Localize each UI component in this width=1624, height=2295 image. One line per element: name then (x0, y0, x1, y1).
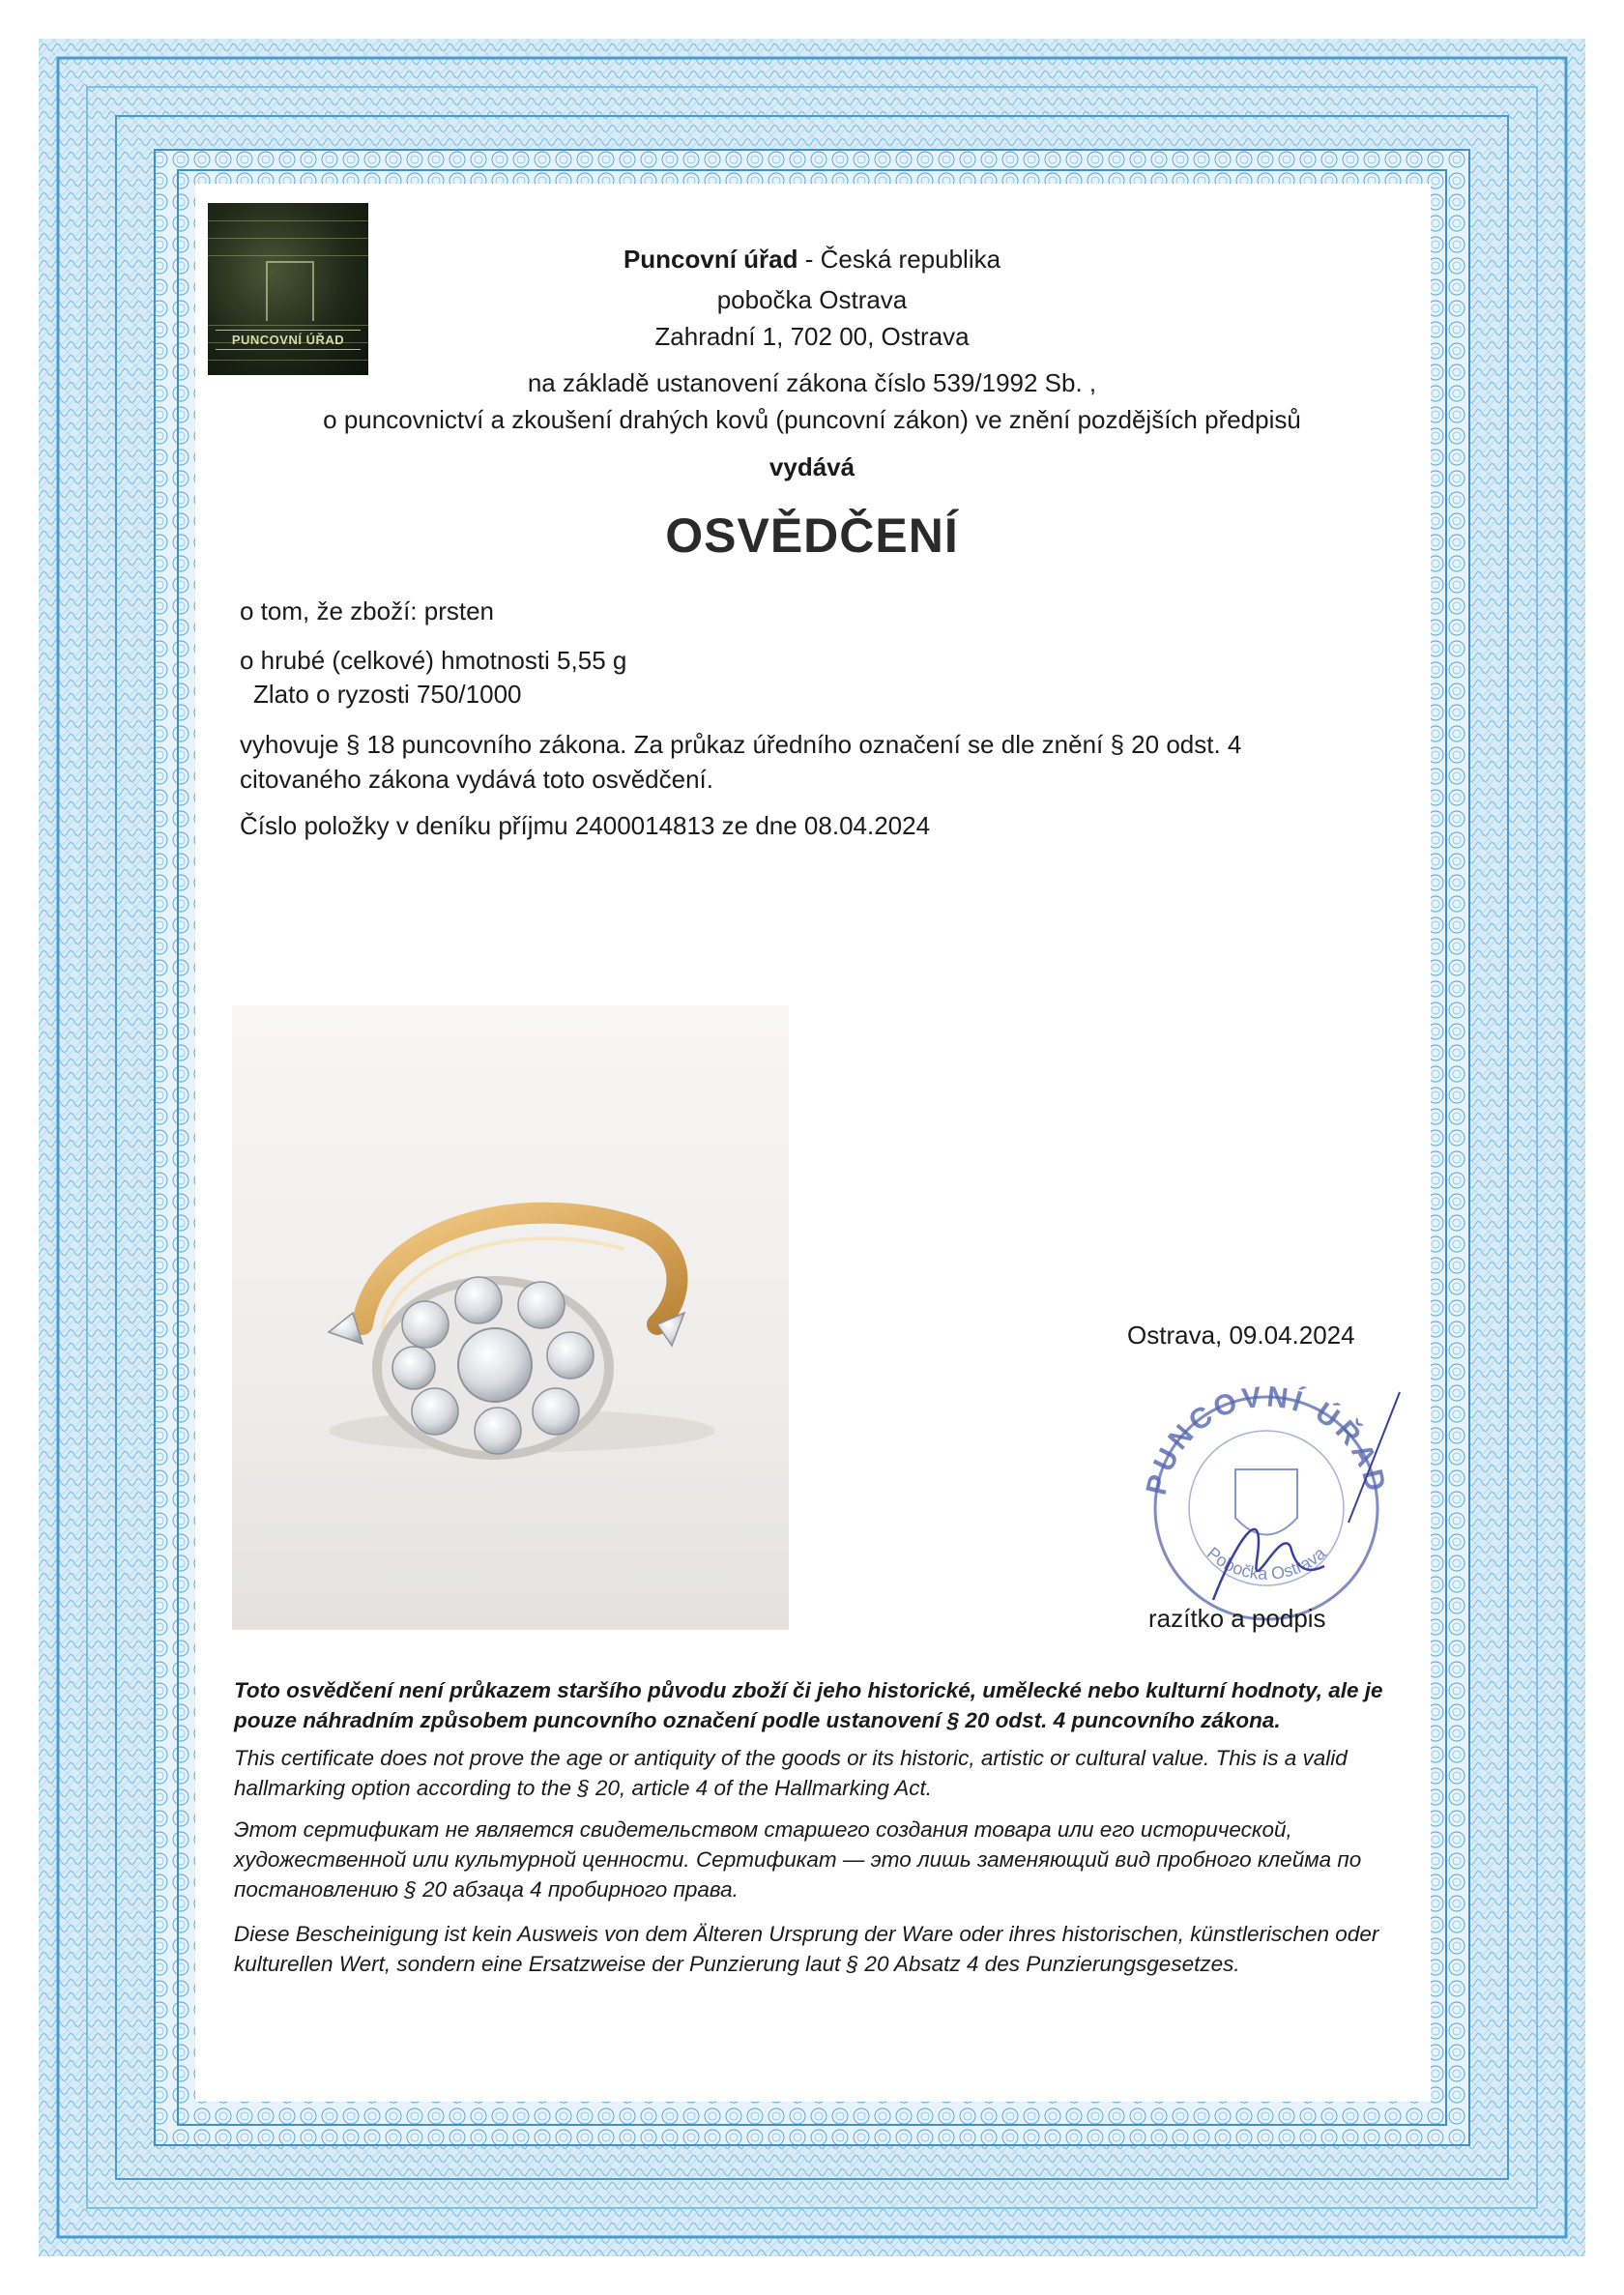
goods-line: o tom, že zboží: prsten (240, 596, 495, 625)
weight-line: o hrubé (celkové) hmotnosti 5,55 g (240, 646, 627, 675)
stamp-caption: razítko a podpis (1148, 1604, 1326, 1633)
compliance-line1: vyhovuje § 18 puncovního zákona. Za průkaz úředního označení se dle znění § 20 odst. 4 (240, 730, 1242, 759)
compliance-line2: citovaného zákona vydává toto osvědčení. (240, 765, 713, 794)
ring-photo (232, 1005, 789, 1630)
office-name (290, 242, 1334, 276)
disclaimer-czech: Toto osvědčení není průkazem staršího původu zboží či jeho historické, umělecké nebo kulturní hodnoty, ale je pouze náhradním způsobem puncovního označení podle ustanovení § 20 odst. 4 puncovního zákona. (234, 1678, 1383, 1732)
office-name-bold: Puncovní úřad (623, 245, 798, 274)
disclaimer-german: Diese Bescheinigung ist kein Ausweis von dem Älteren Ursprung der Ware oder ihres historischen, künstlerischen oder kulturellen Wert, sondern eine Ersatzweise der Punzierung laut § 20 Absatz 4 des Punzierungsgesetzes. (234, 1922, 1379, 1976)
office-stamp (1121, 1363, 1411, 1624)
stamp-bottom-text: Pobočka Ostrava (1203, 1543, 1330, 1583)
issues-label: vydává (768, 452, 856, 481)
place-date: Ostrava, 09.04.2024 (1127, 1321, 1355, 1350)
hologram-label: PUNCOVNÍ ÚŘAD (216, 330, 361, 350)
entry-number-line: Číslo položky v deníku příjmu 2400014813 ze dne 08.04.2024 (240, 811, 931, 840)
purity-line: Zlato o ryzosti 750/1000 (253, 680, 522, 709)
disclaimer-english: This certificate does not prove the age or antiquity of the goods or its historic, artistic or cultural value. This is a valid hallmarking option according to the § 20, article 4 of the Hallmarking Act. (234, 1746, 1348, 1800)
office-address: Zahradní 1, 702 00, Ostrava (654, 322, 970, 351)
stamp-top-text: PUNCOVNÍ ÚŘAD (1140, 1380, 1393, 1498)
coat-of-arms-icon (1235, 1469, 1297, 1535)
disclaimer-russian: Этот сертификат не является свидетельством старшего создания товара или его исторической, художественной или культурной ценности. Сертификат — это лишь заменяющий вид пробного клейма по постановлению § 20 абзаца 4 пробирного права. (234, 1817, 1362, 1902)
office-name-rest: - Česká republika (798, 245, 1001, 274)
certificate-title: OSVĚDČENÍ (665, 508, 959, 563)
law-reference-line2: o puncovnictví a zkoušení drahých kovů (puncovní zákon) ve znění pozdějších předpisů (323, 405, 1301, 434)
svg-text:PUNCOVNÍ ÚŘAD (1141, 1380, 1393, 1497)
law-reference-line1: na základě ustanovení zákona číslo 539/1992 Sb. , (527, 368, 1097, 397)
office-branch: pobočka Ostrava (716, 285, 908, 314)
ring-illustration (232, 1005, 789, 1630)
